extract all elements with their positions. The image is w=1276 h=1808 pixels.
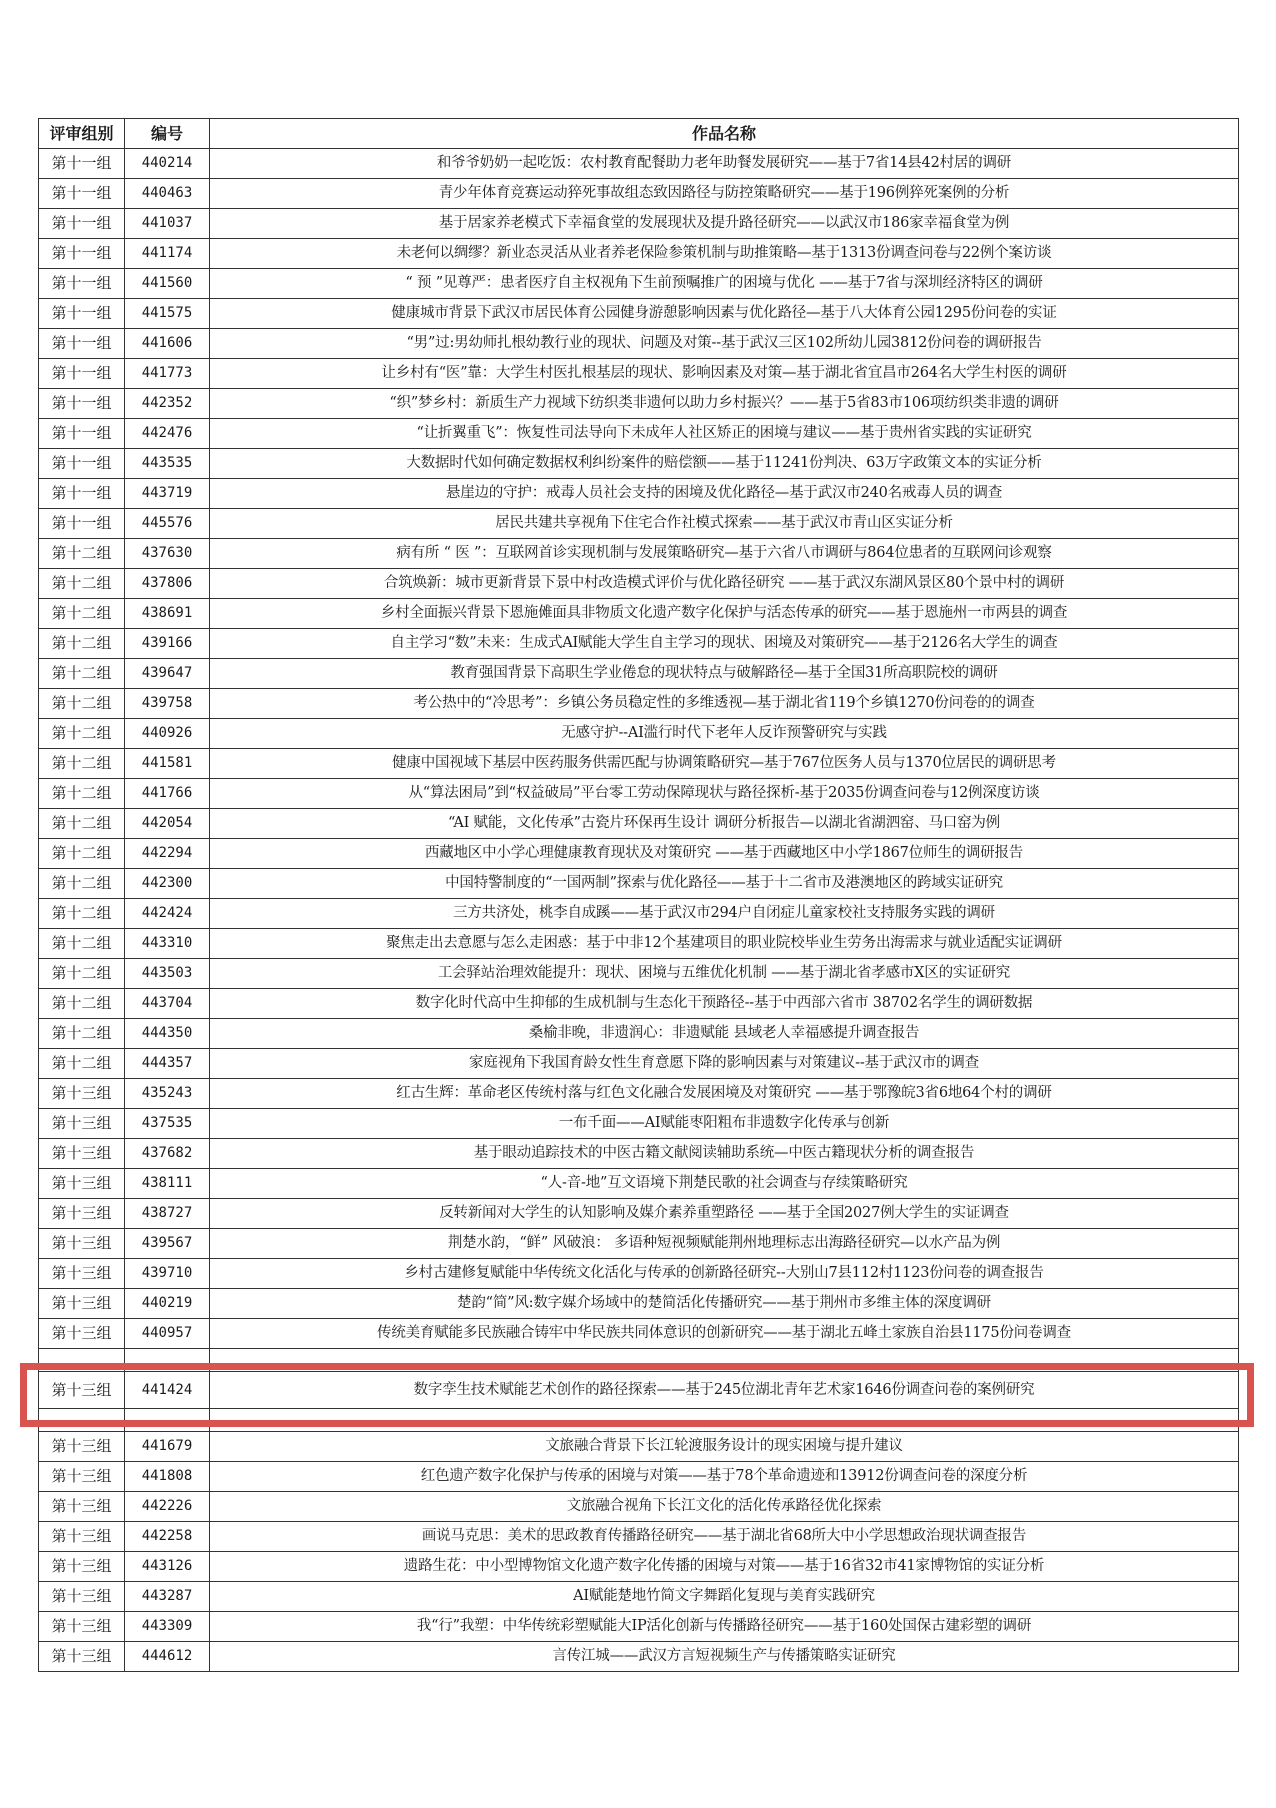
cell-title: 红古生辉：革命老区传统村落与红色文化融合发展困境及对策研究 ——基于鄂豫皖3省6地64个村的调研 bbox=[210, 1079, 1239, 1109]
cell-id: 443126 bbox=[125, 1552, 210, 1582]
cell-group: 第十二组 bbox=[39, 689, 125, 719]
cell-id: 442352 bbox=[125, 389, 210, 419]
cell-id: 440219 bbox=[125, 1289, 210, 1319]
cell-group: 第十二组 bbox=[39, 1019, 125, 1049]
table-row bbox=[39, 1582, 1239, 1612]
table-row bbox=[39, 839, 1239, 869]
cell-title: 基于眼动追踪技术的中医古籍文献阅读辅助系统—中医古籍现状分析的调查报告 bbox=[210, 1139, 1239, 1169]
cell-title: “男”过:男幼师扎根幼教行业的现状、问题及对策--基于武汉三区102所幼儿园3812份问卷的调研报告 bbox=[210, 329, 1239, 359]
table-row bbox=[39, 299, 1239, 329]
table-row bbox=[39, 509, 1239, 539]
cell-group: 第十一组 bbox=[39, 179, 125, 209]
cell-id: 442476 bbox=[125, 419, 210, 449]
cell-title: 言传江城——武汉方言短视频生产与传播策略实证研究 bbox=[210, 1642, 1239, 1672]
cell-group: 第十一组 bbox=[39, 239, 125, 269]
results-sheet bbox=[38, 118, 1238, 1672]
table-row bbox=[39, 329, 1239, 359]
cell-id: 441606 bbox=[125, 329, 210, 359]
cell-group: 第十三组 bbox=[39, 1432, 125, 1462]
cell-title: 传统美育赋能多民族融合铸牢中华民族共同体意识的创新研究——基于湖北五峰土家族自治县1175份问卷调查 bbox=[210, 1319, 1239, 1349]
table-row bbox=[39, 1019, 1239, 1049]
table-row bbox=[39, 779, 1239, 809]
table-row bbox=[39, 899, 1239, 929]
review-table bbox=[38, 118, 1239, 1672]
cell-id: 440926 bbox=[125, 719, 210, 749]
cell-group: 第十二组 bbox=[39, 569, 125, 599]
cell-id: 443310 bbox=[125, 929, 210, 959]
table-row-highlighted bbox=[39, 1372, 1239, 1409]
cell-title: 健康中国视域下基层中医药服务供需匹配与协调策略研究—基于767位医务人员与1370位居民的调研思考 bbox=[210, 749, 1239, 779]
cell-group: 第十一组 bbox=[39, 209, 125, 239]
cell-id: 439166 bbox=[125, 629, 210, 659]
cell-id: 439758 bbox=[125, 689, 210, 719]
cell-group: 第十三组 bbox=[39, 1492, 125, 1522]
cell-group: 第十一组 bbox=[39, 389, 125, 419]
cell-title: “ 预 ”见尊严：患者医疗自主权视角下生前预嘱推广的困境与优化 ——基于7省与深圳经济特区的调研 bbox=[210, 269, 1239, 299]
cell-group: 第十三组 bbox=[39, 1229, 125, 1259]
table-row bbox=[39, 1552, 1239, 1582]
cell-id: 441766 bbox=[125, 779, 210, 809]
table-row-gap bbox=[39, 1349, 1239, 1372]
cell-group: 第十三组 bbox=[39, 1612, 125, 1642]
table-row bbox=[39, 1079, 1239, 1109]
table-row bbox=[39, 479, 1239, 509]
cell-title: 乡村全面振兴背景下恩施傩面具非物质文化遗产数字化保护与活态传承的研究——基于恩施州一市两县的调查 bbox=[210, 599, 1239, 629]
cell-title: 楚韵“简”风:数字媒介场域中的楚简活化传播研究——基于荆州市多维主体的深度调研 bbox=[210, 1289, 1239, 1319]
table-row bbox=[39, 1522, 1239, 1552]
table-row bbox=[39, 1139, 1239, 1169]
cell-title: “让折翼重飞”：恢复性司法导向下未成年人社区矫正的困境与建议——基于贵州省实践的实证研究 bbox=[210, 419, 1239, 449]
cell-id: 437682 bbox=[125, 1139, 210, 1169]
cell-id: 441575 bbox=[125, 299, 210, 329]
table-row bbox=[39, 389, 1239, 419]
cell-group: 第十二组 bbox=[39, 659, 125, 689]
table-body-highlight bbox=[39, 1349, 1239, 1432]
cell-title: 反转新闻对大学生的认知影响及媒介素养重塑路径 ——基于全国2027例大学生的实证调查 bbox=[210, 1199, 1239, 1229]
cell-title: 桑榆非晚，非遗润心：非遗赋能 县域老人幸福感提升调查报告 bbox=[210, 1019, 1239, 1049]
cell-id: 442294 bbox=[125, 839, 210, 869]
cell-group: 第十三组 bbox=[39, 1109, 125, 1139]
table-row bbox=[39, 1432, 1239, 1462]
cell-group: 第十一组 bbox=[39, 269, 125, 299]
table-row bbox=[39, 749, 1239, 779]
cell-title: 健康城市背景下武汉市居民体育公园健身游憩影响因素与优化路径—基于八大体育公园1295份问卷的实证 bbox=[210, 299, 1239, 329]
cell-id: 444612 bbox=[125, 1642, 210, 1672]
cell-title: 红色遗产数字化保护与传承的困境与对策——基于78个革命遗迹和13912份调查问卷的深度分析 bbox=[210, 1462, 1239, 1492]
cell-group: 第十三组 bbox=[39, 1582, 125, 1612]
table-row bbox=[39, 689, 1239, 719]
cell-group: 第十二组 bbox=[39, 959, 125, 989]
cell-title: 荆楚水韵，“鲜” 风破浪： 多语种短视频赋能荆州地理标志出海路径研究—以水产品为例 bbox=[210, 1229, 1239, 1259]
cell-group: 第十三组 bbox=[39, 1259, 125, 1289]
cell-group: 第十三组 bbox=[39, 1169, 125, 1199]
table-row bbox=[39, 1642, 1239, 1672]
cell-id: 442054 bbox=[125, 809, 210, 839]
table-row bbox=[39, 1049, 1239, 1079]
cell-title: 西藏地区中小学心理健康教育现状及对策研究 ——基于西藏地区中小学1867位师生的调研报告 bbox=[210, 839, 1239, 869]
cell-title: 一布千面——AI赋能枣阳粗布非遗数字化传承与创新 bbox=[210, 1109, 1239, 1139]
header-id: 编号 bbox=[125, 119, 210, 149]
cell-group: 第十一组 bbox=[39, 479, 125, 509]
cell-group: 第十三组 bbox=[39, 1139, 125, 1169]
cell-group: 第十二组 bbox=[39, 719, 125, 749]
cell-id: 439710 bbox=[125, 1259, 210, 1289]
table-row bbox=[39, 1169, 1239, 1199]
cell-title: 青少年体育竞赛运动猝死事故组态致因路径与防控策略研究——基于196例猝死案例的分析 bbox=[210, 179, 1239, 209]
cell-title: 聚焦走出去意愿与怎么走困惑：基于中非12个基建项目的职业院校毕业生劳务出海需求与就业适配实证调研 bbox=[210, 929, 1239, 959]
cell-title: 悬崖边的守护：戒毒人员社会支持的困境及优化路径—基于武汉市240名戒毒人员的调查 bbox=[210, 479, 1239, 509]
cell-group: 第十一组 bbox=[39, 359, 125, 389]
cell-group: 第十一组 bbox=[39, 149, 125, 179]
cell-id: 442300 bbox=[125, 869, 210, 899]
cell-title: 未老何以绸缪？新业态灵活从业者养老保险参策机制与助推策略—基于1313份调查问卷与22例个案访谈 bbox=[210, 239, 1239, 269]
header-group: 评审组别 bbox=[39, 119, 125, 149]
cell-title: “人-音-地”互文语境下荆楚民歌的社会调查与存续策略研究 bbox=[210, 1169, 1239, 1199]
cell-group: 第十三组 bbox=[39, 1289, 125, 1319]
table-row bbox=[39, 1289, 1239, 1319]
cell-title: 遗路生花：中小型博物馆文化遗产数字化传播的困境与对策——基于16省32市41家博物馆的实证分析 bbox=[210, 1552, 1239, 1582]
cell-group: 第十一组 bbox=[39, 449, 125, 479]
cell-group: 第十二组 bbox=[39, 629, 125, 659]
table-row bbox=[39, 269, 1239, 299]
table-row bbox=[39, 629, 1239, 659]
table-row bbox=[39, 1109, 1239, 1139]
cell-title: 数字孪生技术赋能艺术创作的路径探索——基于245位湖北青年艺术家1646份调查问卷的案例研究 bbox=[210, 1372, 1239, 1409]
cell-id: 441773 bbox=[125, 359, 210, 389]
header-title: 作品名称 bbox=[210, 119, 1239, 149]
cell-group: 第十三组 bbox=[39, 1552, 125, 1582]
cell-group: 第十二组 bbox=[39, 899, 125, 929]
cell-title: 乡村古建修复赋能中华传统文化活化与传承的创新路径研究--大别山7县112村1123份问卷的调查报告 bbox=[210, 1259, 1239, 1289]
cell-id: 437630 bbox=[125, 539, 210, 569]
cell-title: 病有所 “ 医 ”：互联网首诊实现机制与发展策略研究—基于六省八市调研与864位患者的互联网问诊观察 bbox=[210, 539, 1239, 569]
table-row bbox=[39, 1612, 1239, 1642]
table-row bbox=[39, 1199, 1239, 1229]
cell-group: 第十三组 bbox=[39, 1522, 125, 1552]
cell-id: 440957 bbox=[125, 1319, 210, 1349]
cell-title: 考公热中的“冷思考”：乡镇公务员稳定性的多维透视—基于湖北省119个乡镇1270份问卷的的调查 bbox=[210, 689, 1239, 719]
table-row bbox=[39, 449, 1239, 479]
cell-group: 第十二组 bbox=[39, 749, 125, 779]
cell-title: 数字化时代高中生抑郁的生成机制与生态化干预路径--基于中西部六省市 38702名学生的调研数据 bbox=[210, 989, 1239, 1019]
table-header-row bbox=[39, 119, 1239, 149]
table-row bbox=[39, 659, 1239, 689]
cell-title: 文旅融合背景下长江轮渡服务设计的现实困境与提升建议 bbox=[210, 1432, 1239, 1462]
cell-group: 第十二组 bbox=[39, 779, 125, 809]
cell-title: 自主学习“数”未来：生成式AI赋能大学生自主学习的现状、困境及对策研究——基于2126名大学生的调查 bbox=[210, 629, 1239, 659]
cell-group: 第十一组 bbox=[39, 299, 125, 329]
cell-group: 第十一组 bbox=[39, 329, 125, 359]
cell-title: 大数据时代如何确定数据权利纠纷案件的赔偿额——基于11241份判决、63万字政策文本的实证分析 bbox=[210, 449, 1239, 479]
cell-title: 工会驿站治理效能提升：现状、困境与五维优化机制 ——基于湖北省孝感市X区的实证研究 bbox=[210, 959, 1239, 989]
cell-title: 和爷爷奶奶一起吃饭：农村教育配餐助力老年助餐发展研究——基于7省14县42村居的调研 bbox=[210, 149, 1239, 179]
table-row bbox=[39, 869, 1239, 899]
table-row bbox=[39, 1229, 1239, 1259]
cell-group: 第十三组 bbox=[39, 1199, 125, 1229]
cell-group: 第十一组 bbox=[39, 509, 125, 539]
cell-id: 443719 bbox=[125, 479, 210, 509]
table-row bbox=[39, 599, 1239, 629]
cell-title: 中国特警制度的“一国两制”探索与优化路径——基于十二省市及港澳地区的跨域实证研究 bbox=[210, 869, 1239, 899]
cell-id: 444357 bbox=[125, 1049, 210, 1079]
table-row bbox=[39, 239, 1239, 269]
table-row bbox=[39, 179, 1239, 209]
cell-group: 第十二组 bbox=[39, 839, 125, 869]
table-row bbox=[39, 359, 1239, 389]
cell-group: 第十三组 bbox=[39, 1462, 125, 1492]
cell-group: 第十二组 bbox=[39, 1049, 125, 1079]
cell-id: 437806 bbox=[125, 569, 210, 599]
cell-title: 我“行”我塑：中华传统彩塑赋能大IP活化创新与传播路径研究——基于160处国保古建彩塑的调研 bbox=[210, 1612, 1239, 1642]
table-body-top bbox=[39, 149, 1239, 1349]
table-body-bottom bbox=[39, 1432, 1239, 1672]
cell-id: 442226 bbox=[125, 1492, 210, 1522]
cell-id: 445576 bbox=[125, 509, 210, 539]
cell-group: 第十三组 bbox=[39, 1642, 125, 1672]
table-row bbox=[39, 209, 1239, 239]
cell-id: 441808 bbox=[125, 1462, 210, 1492]
cell-title: 教育强国背景下高职生学业倦怠的现状特点与破解路径—基于全国31所高职院校的调研 bbox=[210, 659, 1239, 689]
cell-title: 从“算法困局”到“权益破局”平台零工劳动保障现状与路径探析-基于2035份调查问卷与12例深度访谈 bbox=[210, 779, 1239, 809]
table-row bbox=[39, 419, 1239, 449]
cell-id: 443503 bbox=[125, 959, 210, 989]
cell-id: 441174 bbox=[125, 239, 210, 269]
cell-group: 第十三组 bbox=[39, 1079, 125, 1109]
cell-id: 443287 bbox=[125, 1582, 210, 1612]
cell-title: 无感守护--AI滥行时代下老年人反诈预警研究与实践 bbox=[210, 719, 1239, 749]
cell-title: 文旅融合视角下长江文化的活化传承路径优化探索 bbox=[210, 1492, 1239, 1522]
cell-group: 第十二组 bbox=[39, 599, 125, 629]
cell-group: 第十二组 bbox=[39, 929, 125, 959]
table-row bbox=[39, 959, 1239, 989]
cell-group: 第十三组 bbox=[39, 1372, 125, 1409]
table-row bbox=[39, 1492, 1239, 1522]
table-row bbox=[39, 989, 1239, 1019]
table-row bbox=[39, 569, 1239, 599]
table-row bbox=[39, 809, 1239, 839]
table-row bbox=[39, 1462, 1239, 1492]
cell-id: 441424 bbox=[125, 1372, 210, 1409]
cell-id: 441560 bbox=[125, 269, 210, 299]
table-row bbox=[39, 719, 1239, 749]
cell-id: 437535 bbox=[125, 1109, 210, 1139]
cell-id: 442424 bbox=[125, 899, 210, 929]
cell-title: 居民共建共享视角下住宅合作社模式探索——基于武汉市青山区实证分析 bbox=[210, 509, 1239, 539]
cell-id: 440214 bbox=[125, 149, 210, 179]
cell-id: 443309 bbox=[125, 1612, 210, 1642]
cell-group: 第十二组 bbox=[39, 539, 125, 569]
cell-title: 三方共济处，桃李自成蹊——基于武汉市294户自闭症儿童家校社支持服务实践的调研 bbox=[210, 899, 1239, 929]
table-row bbox=[39, 1259, 1239, 1289]
cell-id: 438111 bbox=[125, 1169, 210, 1199]
cell-title: “AI 赋能，文化传承”古瓷片环保再生设计 调研分析报告—以湖北省湖泗窑、马口窑为例 bbox=[210, 809, 1239, 839]
cell-title: 让乡村有“医”靠：大学生村医扎根基层的现状、影响因素及对策—基于湖北省宜昌市264名大学生村医的调研 bbox=[210, 359, 1239, 389]
cell-title: 合筑焕新：城市更新背景下景中村改造模式评价与优化路径研究 ——基于武汉东湖风景区80个景中村的调研 bbox=[210, 569, 1239, 599]
cell-id: 441037 bbox=[125, 209, 210, 239]
cell-id: 442258 bbox=[125, 1522, 210, 1552]
cell-title: 家庭视角下我国育龄女性生育意愿下降的影响因素与对策建议--基于武汉市的调查 bbox=[210, 1049, 1239, 1079]
cell-title: AI赋能楚地竹简文字舞蹈化复现与美育实践研究 bbox=[210, 1582, 1239, 1612]
cell-id: 439567 bbox=[125, 1229, 210, 1259]
table-row bbox=[39, 539, 1239, 569]
cell-id: 440463 bbox=[125, 179, 210, 209]
cell-group: 第十二组 bbox=[39, 989, 125, 1019]
cell-group: 第十二组 bbox=[39, 869, 125, 899]
cell-id: 438691 bbox=[125, 599, 210, 629]
table-row-gap bbox=[39, 1409, 1239, 1432]
cell-id: 438727 bbox=[125, 1199, 210, 1229]
table-row bbox=[39, 149, 1239, 179]
cell-group: 第十一组 bbox=[39, 419, 125, 449]
cell-title: “织”梦乡村：新质生产力视域下纺织类非遗何以助力乡村振兴？——基于5省83市106项纺织类非遗的调研 bbox=[210, 389, 1239, 419]
cell-title: 画说马克思：美术的思政教育传播路径研究——基于湖北省68所大中小学思想政治现状调查报告 bbox=[210, 1522, 1239, 1552]
cell-id: 444350 bbox=[125, 1019, 210, 1049]
table-row bbox=[39, 929, 1239, 959]
table-row bbox=[39, 1319, 1239, 1349]
cell-group: 第十三组 bbox=[39, 1319, 125, 1349]
cell-title: 基于居家养老模式下幸福食堂的发展现状及提升路径研究——以武汉市186家幸福食堂为例 bbox=[210, 209, 1239, 239]
cell-id: 441581 bbox=[125, 749, 210, 779]
cell-id: 435243 bbox=[125, 1079, 210, 1109]
cell-group: 第十二组 bbox=[39, 809, 125, 839]
cell-id: 439647 bbox=[125, 659, 210, 689]
cell-id: 441679 bbox=[125, 1432, 210, 1462]
cell-id: 443704 bbox=[125, 989, 210, 1019]
cell-id: 443535 bbox=[125, 449, 210, 479]
